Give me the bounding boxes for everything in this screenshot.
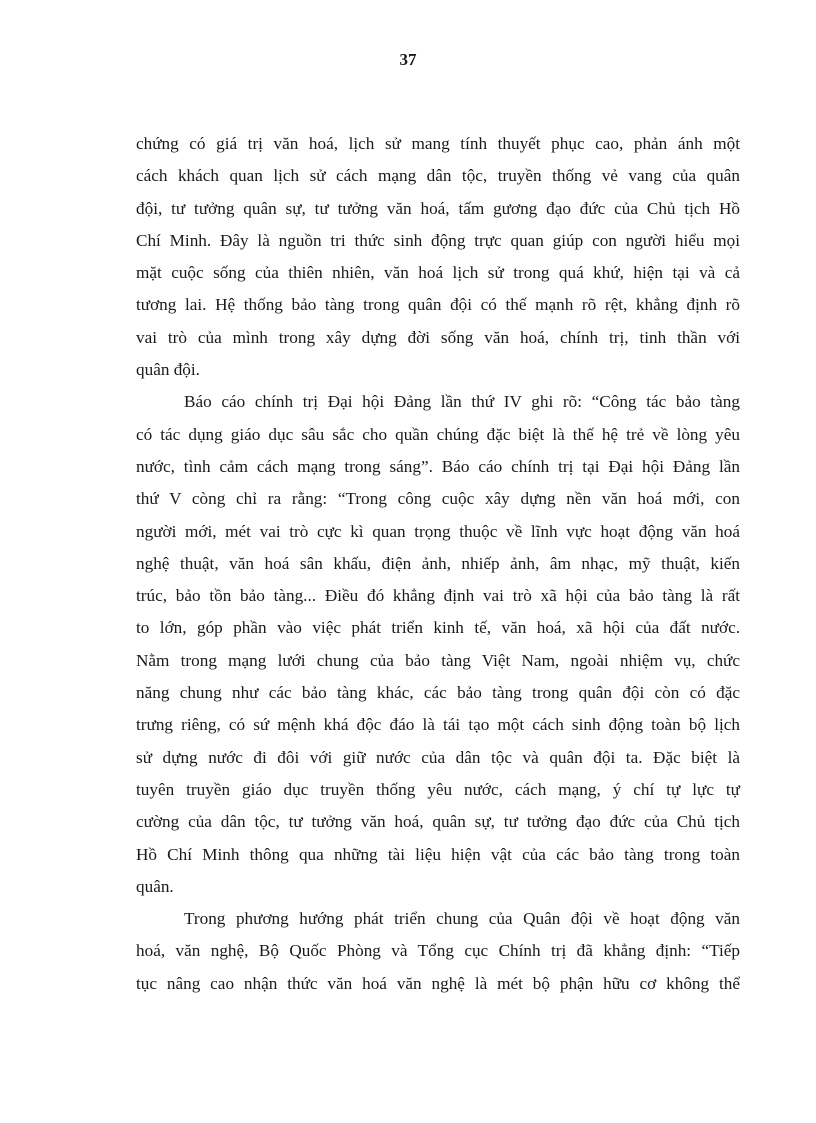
text-line: thứ V còng chỉ ra rằng: “Trong công cuộc xây dựng nền văn hoá mới, con bbox=[136, 489, 740, 509]
text-line: có tác dụng giáo dục sâu sắc cho quần chúng đặc biệt là thế hệ trẻ về lòng yêu bbox=[136, 424, 740, 444]
text-line: mặt cuộc sống của thiên nhiên, văn hoá lịch sử trong quá khứ, hiện tại và cả bbox=[136, 263, 740, 283]
text-line: Chí Minh. Đây là nguồn tri thức sinh động trực quan giúp con người hiểu mọi bbox=[136, 230, 740, 250]
text-line: chứng có giá trị văn hoá, lịch sử mang tính thuyết phục cao, phản ánh một bbox=[136, 134, 740, 153]
text-line: tuyên truyền giáo dục truyền thống yêu nước, cách mạng, ý chí tự lực tự bbox=[136, 779, 740, 799]
text-line: quân đội. bbox=[136, 360, 200, 380]
text-line: đội, tư tưởng quân sự, tư tưởng văn hoá, tấm gương đạo đức của Chủ tịch Hồ bbox=[136, 198, 740, 218]
text-line: nghệ thuật, văn hoá sân khấu, điện ảnh, nhiếp ảnh, âm nhạc, mỹ thuật, kiến bbox=[136, 553, 740, 573]
text-line: sử dựng nước đi đôi với giữ nước của dân tộc và quân đội ta. Đặc biệt là bbox=[136, 747, 740, 767]
text-line: Nằm trong mạng lưới chung của bảo tàng Việt Nam, ngoài nhiệm vụ, chức bbox=[136, 650, 740, 670]
text-line: người mới, mét vai trò cực kì quan trọng thuộc về lĩnh vực hoạt động văn hoá bbox=[136, 521, 740, 541]
text-line: Trong phương hướng phát triển chung của Quân đội về hoạt động văn bbox=[184, 909, 740, 929]
text-line: cách khách quan lịch sử cách mạng dân tộc, truyền thống vẻ vang của quân bbox=[136, 166, 740, 186]
text-line: to lớn, góp phần vào việc phát triển kinh tế, văn hoá, xã hội của đất nước. bbox=[136, 618, 740, 638]
text-line: Hồ Chí Minh thông qua những tài liệu hiện vật của các bảo tàng trong toàn bbox=[136, 844, 740, 864]
paragraph-2 bbox=[136, 386, 740, 903]
text-line: trưng riêng, có sứ mệnh khá độc đáo là tái tạo một cách sinh động toàn bộ lịch bbox=[136, 715, 740, 735]
text-line: Báo cáo chính trị Đại hội Đảng lần thứ IV ghi rõ: “Công tác bảo tàng bbox=[184, 392, 740, 412]
text-line: hoá, văn nghệ, Bộ Quốc Phòng và Tổng cục Chính trị đã khẳng định: “Tiếp bbox=[136, 941, 740, 961]
paragraph-1 bbox=[136, 128, 740, 386]
text-line: cường của dân tộc, tư tưởng văn hoá, quân sự, tư tưởng đạo đức của Chủ tịch bbox=[136, 812, 740, 832]
page-number: 37 bbox=[399, 50, 417, 69]
text-line: quân. bbox=[136, 876, 174, 896]
text-line: tương lai. Hệ thống bảo tàng trong quân đội có thế mạnh rõ rệt, khẳng định rõ bbox=[136, 295, 740, 315]
body-text bbox=[136, 128, 740, 1000]
text-line: vai trò của mình trong xây dựng đời sống văn hoá, chính trị, tinh thần với bbox=[136, 327, 740, 347]
text-line: trúc, bảo tồn bảo tàng... Điều đó khẳng định vai trò xã hội của bảo tàng là rất bbox=[136, 586, 740, 606]
text-line: năng chung như các bảo tàng khác, các bảo tàng trong quân đội còn có đặc bbox=[136, 683, 740, 703]
text-line: tục nâng cao nhận thức văn hoá văn nghệ là mét bộ phận hữu cơ không thể bbox=[136, 973, 740, 993]
paragraph-3 bbox=[136, 903, 740, 1000]
text-line: nước, tình cảm cách mạng trong sáng”. Báo cáo chính trị tại Đại hội Đảng lần bbox=[136, 456, 740, 476]
